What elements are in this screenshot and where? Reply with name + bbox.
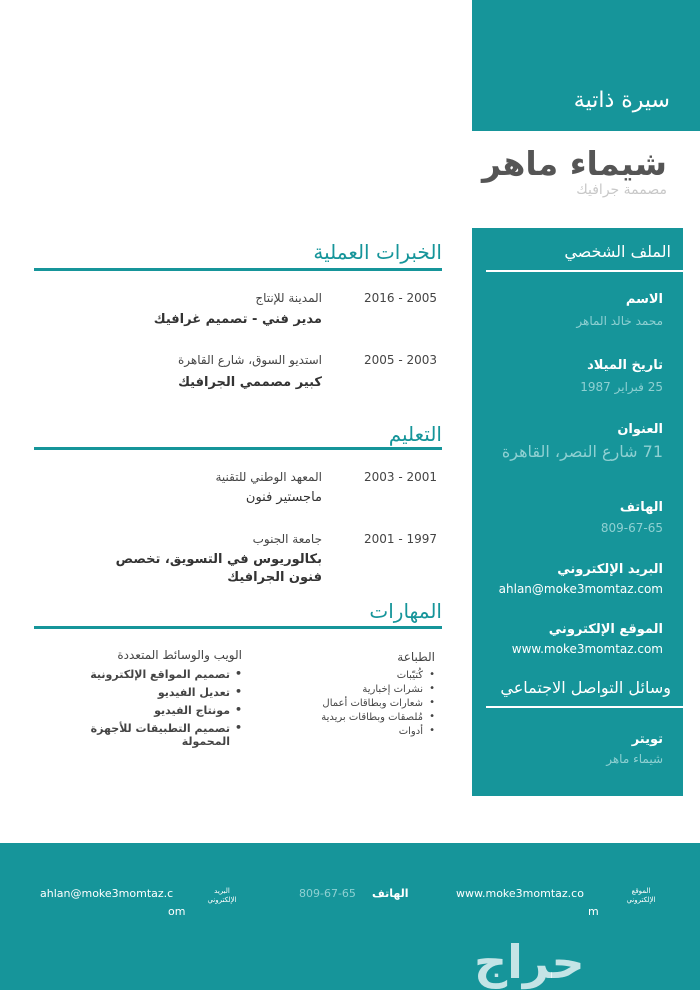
skills-web-column	[42, 648, 242, 753]
education-divider	[34, 447, 442, 450]
education-title: التعليم	[388, 422, 442, 446]
skills-divider	[34, 626, 442, 629]
social-heading: وسائل التواصل الاجتماعي	[500, 678, 671, 697]
field-value-email[interactable]: ahlan@moke3momtaz.com	[498, 582, 663, 596]
social-label-twitter: تويتر	[631, 732, 663, 747]
skill-print-item: • مُلصقات وبطاقات بريدية	[295, 712, 435, 723]
skills-print-heading: الطباعة	[397, 650, 435, 664]
job-title: مصممة جرافيك	[576, 182, 667, 198]
skill-print-item: • أدوات	[295, 726, 435, 737]
social-divider	[486, 706, 683, 708]
education-place-2: جامعة الجنوب	[252, 532, 322, 546]
skill-print-item: • كُتيّبات	[295, 670, 435, 681]
education-place-1: المعهد الوطني للتقنية	[215, 470, 322, 484]
field-label-name: الاسم	[625, 292, 663, 307]
skill-web-item: • تعديل الفيديو	[42, 686, 242, 699]
skill-print-item: • نشرات إخبارية	[295, 684, 435, 695]
field-value-name: محمد خالد الماهر	[576, 314, 663, 328]
skill-print-item: • شعارات وبطاقات أعمال	[295, 698, 435, 709]
education-years-2: 2001 - 1997	[364, 532, 438, 546]
field-value-birthdate: 25 فبراير 1987	[580, 380, 663, 394]
education-role-1: ماجستير فنون	[245, 490, 322, 505]
skill-web-item: • تصميم المواقع الإلكترونية	[42, 668, 242, 681]
field-label-email: البريد الإلكتروني	[557, 562, 663, 577]
field-value-address: 71 شارع النصر، القاهرة	[501, 442, 663, 461]
experience-place-2: استديو السوق، شارع القاهرة	[178, 353, 322, 367]
experience-place-1: المدينة للإنتاج	[255, 291, 322, 305]
experience-role-1: مدير فني - تصميم غرافيك	[153, 312, 322, 327]
experience-years-1: 2016 - 2005	[364, 291, 438, 305]
footer-email-value-cont[interactable]: om	[168, 905, 186, 918]
profile-sidebar	[472, 228, 683, 796]
skill-web-item: • مونتاج الفيديو	[42, 704, 242, 717]
footer-email-value[interactable]: ahlan@moke3momtaz.c	[40, 887, 174, 900]
field-value-phone: 809-67-65	[600, 521, 663, 535]
field-label-website: الموقع الإلكتروني	[548, 622, 663, 637]
education-role-2: بكالوريوس في التسويق، تخصص فنون الجرافيك	[115, 552, 322, 585]
footer-email-label: البريد الإلكتروني	[207, 887, 237, 904]
footer-phone-value[interactable]: 809-67-65	[299, 887, 356, 900]
footer-website-value-cont[interactable]: m	[588, 905, 599, 918]
field-label-phone: الهاتف	[619, 500, 663, 515]
experience-divider	[34, 268, 442, 271]
footer-website-value[interactable]: www.moke3momtaz.co	[456, 887, 584, 900]
field-value-website[interactable]: www.moke3momtaz.com	[511, 642, 663, 656]
person-name: شيماء ماهر	[481, 144, 667, 183]
title-banner	[472, 0, 700, 131]
experience-title: الخبرات العملية	[313, 240, 442, 264]
watermark-logo: حراج	[474, 935, 585, 989]
skills-web-heading: الويب والوسائط المتعددة	[117, 648, 242, 662]
profile-divider	[486, 270, 683, 272]
social-value-twitter[interactable]: شيماء ماهر	[606, 752, 663, 766]
experience-role-2: كبير مصممي الجرافيك	[178, 375, 322, 390]
cv-title: سيرة ذاتية	[573, 88, 670, 113]
experience-years-2: 2005 - 2003	[364, 353, 438, 367]
footer-bar	[0, 843, 700, 990]
field-label-address: العنوان	[617, 422, 663, 437]
skills-title: المهارات	[369, 599, 442, 623]
skills-print-column	[295, 650, 435, 740]
field-label-birthdate: تاريخ الميلاد	[587, 358, 663, 373]
profile-heading: الملف الشخصي	[564, 242, 671, 261]
skill-web-item: • تصميم التطبيقات للأجهزة المحمولة	[42, 722, 242, 748]
education-years-1: 2003 - 2001	[364, 470, 438, 484]
footer-website-label: الموقع الإلكتروني	[626, 887, 656, 904]
footer-phone-label: الهاتف	[372, 887, 409, 900]
